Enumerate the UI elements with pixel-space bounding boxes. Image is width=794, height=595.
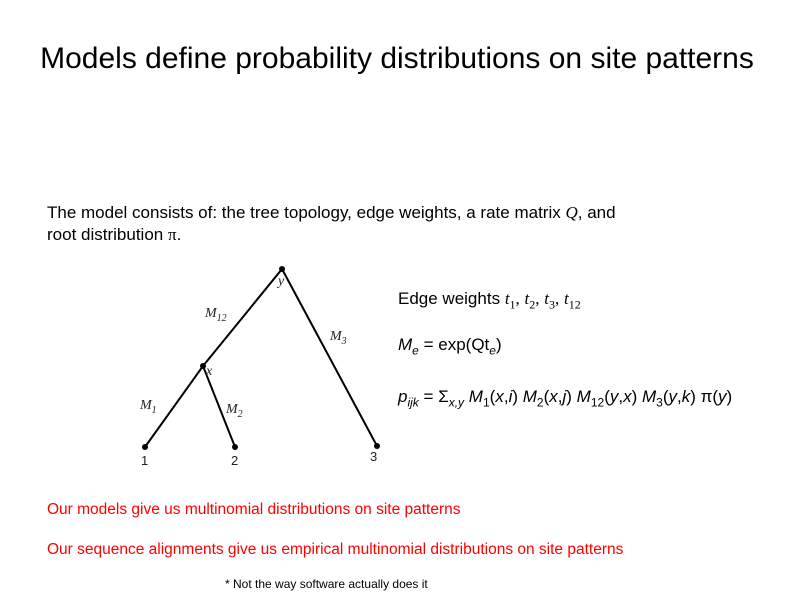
me-formula: $M_e = \exp(Qt_e)$ <box>398 335 502 358</box>
intro-and: , and <box>577 203 616 222</box>
label-m12: $M_{12}$ <box>205 306 227 324</box>
intro-q-symbol: Q <box>565 203 578 222</box>
footnote: * Not the way software actually does it <box>225 577 428 591</box>
label-y: y <box>278 274 285 289</box>
node-leaf-2 <box>232 444 238 450</box>
label-m1: $M_1$ <box>140 398 157 416</box>
node-y <box>279 266 285 272</box>
node-leaf-1 <box>142 444 148 450</box>
pijk-formula: $p_{ijk} = \Sigma_{x,y}$ $M_1(x,i)$ $M_2(x,j)$ $M_{12}(y,x)$ $M_3(y,k)$ π(y) <box>398 387 733 410</box>
edge-root-3 <box>282 269 377 446</box>
leaf-label-3: 3 <box>370 449 378 464</box>
leaf-label-2: 2 <box>231 453 239 468</box>
statement-models: Our models give us multinomial distributions on site patterns <box>47 501 461 518</box>
edge-weights-label: Edge weights <box>398 289 501 308</box>
edge-weights-formula: Edge weights $t_1$, $t_2$, $t_3$, $t_{12}$ <box>398 289 581 312</box>
intro-end: . <box>176 225 182 244</box>
label-m3: $M_3$ <box>330 329 347 347</box>
statement-alignments: Our sequence alignments give us empirical multinomial distributions on site patterns <box>47 541 624 558</box>
intro-part-2: root distribution <box>47 225 164 244</box>
intro-pi-symbol: π <box>167 225 177 244</box>
intro-part-1: The model consists of: the tree topology, edge weights, a rate matrix <box>47 203 561 222</box>
leaf-label-1: 1 <box>141 453 149 468</box>
label-x: x <box>206 364 213 379</box>
label-m2: $M_2$ <box>226 402 243 420</box>
slide-title: Models define probability distributions on site patterns <box>40 42 754 75</box>
